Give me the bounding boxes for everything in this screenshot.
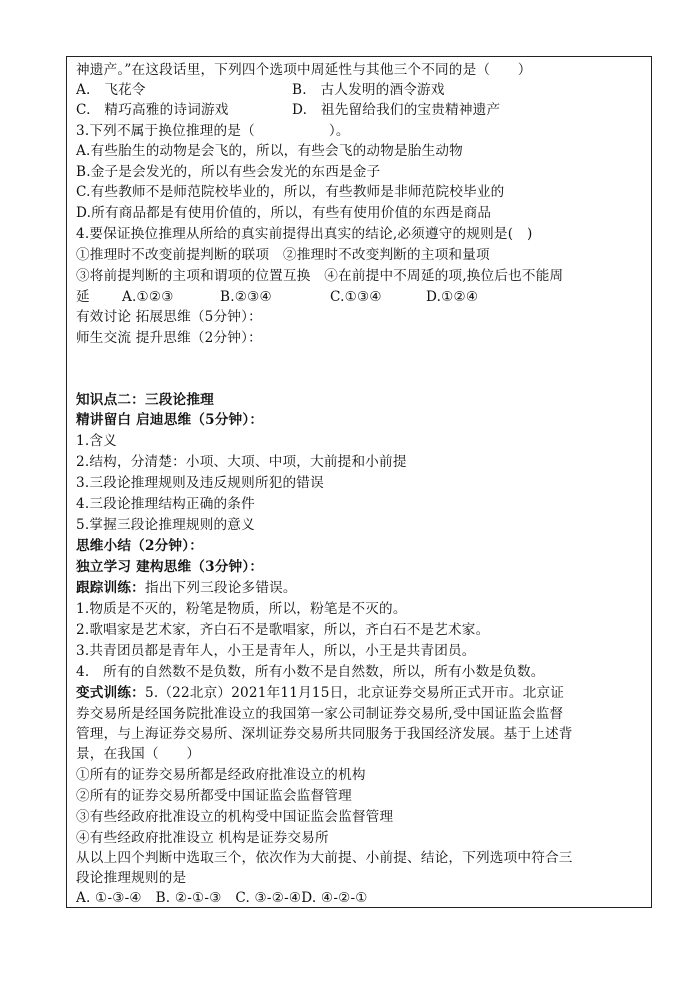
- variant-exercise-line-3: 管理，与上海证券交易所、深圳证券交易所共同服务于我国经济发展。基于上述背: [76, 726, 573, 742]
- conclusion-line-1: 从以上四个判断中选取三个，依次作为大前提、小前提、结论，下列选项中符合三: [76, 850, 573, 866]
- discussion-heading: 有效讨论 拓展思维（5分钟）：: [76, 309, 262, 325]
- question-3-option-a: A.有些胎生的动物是会飞的，所以，有些会飞的动物是胎生动物: [76, 143, 463, 159]
- question-3-option-d: D.所有商品都是有使用价值的，所以，有些有使用价值的东西是商品: [76, 205, 492, 221]
- knowledge-point-2-title: 知识点二：三段论推理: [76, 392, 214, 408]
- lecture-item-1: 1.含义: [76, 433, 117, 449]
- tracking-item-1: 1.物质是不灭的，粉笔是物质，所以，粉笔是不灭的。: [76, 601, 407, 617]
- variant-exercise-line-1: [76, 683, 564, 703]
- tracking-exercise: [76, 578, 297, 598]
- lecture-heading: 精讲留白 启迪思维（5分钟）：: [76, 412, 264, 428]
- lecture-item-2: 2.结构，分清楚：小项、大项、中项，大前提和小前提: [76, 454, 407, 470]
- variant-exercise-line-2: 券交易所是经国务院批准设立的我国第一家公司制证券交易所,受中国证监会监督: [76, 706, 564, 722]
- option-b: B. 古人发明的酒令游戏: [292, 82, 445, 98]
- judgment-4: ④有些经政府批准设立 机构是证券交易所: [76, 830, 329, 846]
- summary-heading: 思维小结（2分钟）：: [76, 538, 204, 554]
- conclusion-line-2: 段论推理规则的是: [76, 870, 187, 886]
- tracking-item-4: 4. 所有的自然数不是负数，所有小数不是自然数，所以，所有小数是负数。: [76, 664, 545, 680]
- lecture-item-5: 5.掌握三段论推理规则的意义: [76, 517, 255, 533]
- question-4-rules-row-1: ①推理时不改变前提判断的联项 ②推理时不改变判断的主项和量项: [76, 247, 490, 263]
- question-4-option-b: B.②③④: [220, 289, 272, 305]
- question-4-options-row: [76, 287, 479, 307]
- question-4-rule-tail: 延: [76, 289, 90, 305]
- question-4-option-d: D.①②④: [426, 289, 479, 305]
- question-2-options-row-1: [76, 80, 445, 100]
- question-3-text: 3.下列不属于换位推理的是（: [76, 123, 255, 139]
- question-4-option-c: C.①③④: [330, 289, 382, 305]
- tracking-label: 跟踪训练：: [76, 580, 145, 596]
- lecture-item-3: 3.三段论推理规则及违反规则所犯的错误: [76, 475, 324, 491]
- tracking-item-3: 3.共青团员都是青年人，小王是青年人，所以，小王是共青团员。: [76, 643, 476, 659]
- judgment-3: ③有些经政府批准设立的机构受中国证监会监督管理: [76, 809, 394, 825]
- question-3-end: ）。: [328, 123, 350, 139]
- variant-exercise-line-4: 景，在我国（ ）: [76, 746, 201, 762]
- tracking-item-2: 2.歌唱家是艺术家，齐白石不是歌唱家，所以，齐白石不是艺术家。: [76, 622, 490, 638]
- independent-study-heading: 独立学习 建构思维（3分钟）：: [76, 559, 264, 575]
- variant-label: 变式训练：: [76, 685, 145, 701]
- lecture-item-4: 4.三段论推理结构正确的条件: [76, 496, 255, 512]
- question-4-option-a: A.①②③: [122, 289, 174, 305]
- exchange-heading: 师生交流 提升思维（2分钟）：: [76, 330, 262, 346]
- option-a: A. 飞花令: [76, 82, 146, 98]
- question-3-stem: [76, 121, 350, 141]
- option-d: D. 祖先留给我们的宝贵精神遗产: [292, 102, 501, 118]
- question-4-rules-row-2: ③将前提判断的主项和谓项的位置互换 ④在前提中不周延的项,换位后也不能周: [76, 268, 564, 284]
- judgment-1: ①所有的证券交易所都是经政府批准设立的机构: [76, 767, 366, 783]
- variant-text-1: 5.（22北京）2021年11月15日，北京证券交易所正式开市。北京证: [144, 685, 565, 701]
- tracking-instruction: 指出下列三段论多错误。: [144, 580, 297, 596]
- question-3-option-c: C.有些教师不是师范院校毕业的，所以，有些教师是非师范院校毕业的: [76, 184, 505, 200]
- option-c: C. 精巧高雅的诗词游戏: [76, 102, 229, 118]
- question-2-stem-tail: 神遗产。”在这段话里，下列四个选项中周延性与其他三个不同的是（ ）: [76, 62, 532, 78]
- question-4-stem: 4.要保证换位推理从所给的真实前提得出真实的结论,必须遵守的规则是( ): [76, 226, 533, 242]
- question-2-options-row-2: [76, 100, 501, 120]
- answer-options: A. ①-③-④ B. ②-①-③ C. ③-②-④D. ④-②-①: [76, 890, 368, 906]
- judgment-2: ②所有的证券交易所都受中国证监会监督管理: [76, 788, 352, 804]
- question-3-option-b: B.金子是会发光的，所以有些会发光的东西是金子: [76, 164, 381, 180]
